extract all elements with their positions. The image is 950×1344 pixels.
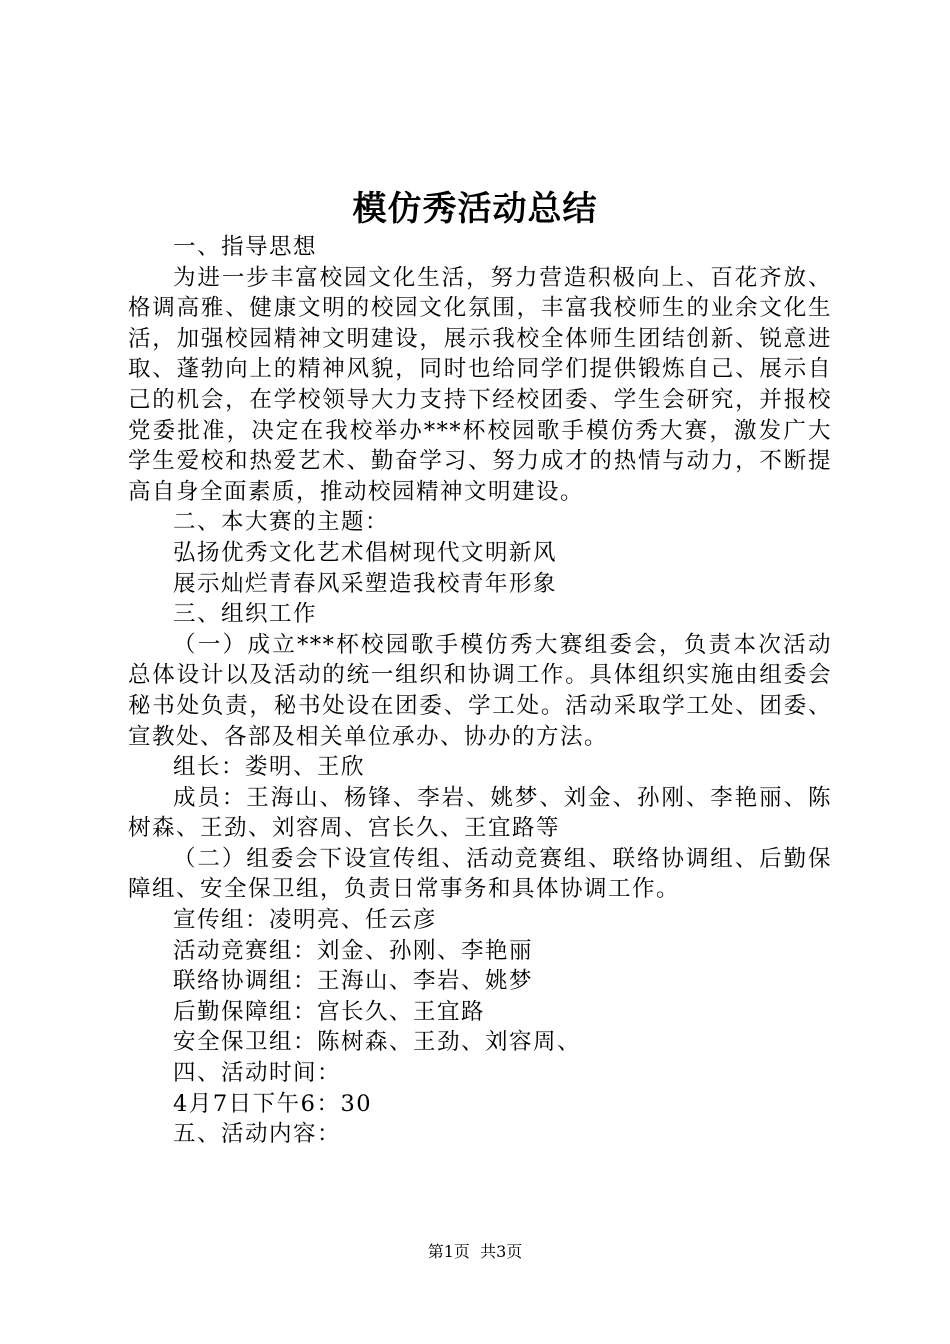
- group-logistics: 后勤保障组：宫长久、王宜路: [173, 998, 486, 1025]
- theme-line-2: 展示灿烂青春风采塑造我校青年形象: [173, 570, 558, 597]
- document-body: [128, 232, 832, 1150]
- section-heading-content: 五、活动内容：: [173, 1121, 342, 1148]
- section-heading-theme: 二、本大赛的主题：: [173, 509, 390, 536]
- theme-line-1: 弘扬优秀文化艺术倡树现代文明新风: [173, 539, 558, 566]
- paragraph-organizing-committee: （一）成立***杯校园歌手模仿秀大赛组委会，负责本次活动总体设计以及活动的统一组织和协调工作。具体组织实施由组委会秘书处负责，秘书处设在团委、学工处。活动采取学工处、团委、宣教处、各部及相关单位承办、协办的方法。: [128, 631, 832, 750]
- group-liaison: 联络协调组：王海山、李岩、姚梦: [173, 968, 534, 995]
- page-footer: 第1页 共3页: [427, 1242, 523, 1261]
- group-security: 安全保卫组：陈树森、王劲、刘容周、: [173, 1029, 582, 1056]
- group-competition: 活动竞赛组：刘金、孙刚、李艳丽: [173, 937, 534, 964]
- paragraph-guiding-ideology: 为进一步丰富校园文化生活，努力营造积极向上、百花齐放、格调高雅、健康文明的校园文化氛围，丰富我校师生的业余文化生活，加强校园精神文明建设，展示我校全体师生团结创新、锐意进取、蓬勃向上的精神风貌，同时也给同学们提供锻炼自己、展示自己的机会，在学校领导大力支持下经校团委、学生会研究，并报校党委批准，决定在我校举办***杯校园歌手模仿秀大赛，激发广大学生爱校和热爱艺术、勤奋学习、努力成才的热情与动力，不断提高自身全面素质，推动校园精神文明建设。: [128, 264, 832, 505]
- committee-members: 成员：王海山、杨锋、李岩、姚梦、刘金、孙刚、李艳丽、陈树森、王劲、刘容周、宫长久、王宜路等: [128, 784, 832, 842]
- section-heading-guiding-ideology: 一、指导思想: [173, 234, 318, 260]
- committee-leaders: 组长：娄明、王欣: [173, 754, 366, 781]
- paragraph-sub-groups: （二）组委会下设宣传组、活动竞赛组、联络协调组、后勤保障组、安全保卫组，负责日常事务和具体协调工作。: [128, 845, 832, 903]
- event-time: 4月7日下午6：30: [173, 1090, 373, 1117]
- document-title: 模仿秀活动总结: [352, 189, 598, 229]
- section-heading-organization: 三、组织工作: [173, 601, 318, 628]
- section-heading-time: 四、活动时间：: [173, 1060, 342, 1087]
- group-publicity: 宣传组：凌明亮、任云彦: [173, 907, 438, 934]
